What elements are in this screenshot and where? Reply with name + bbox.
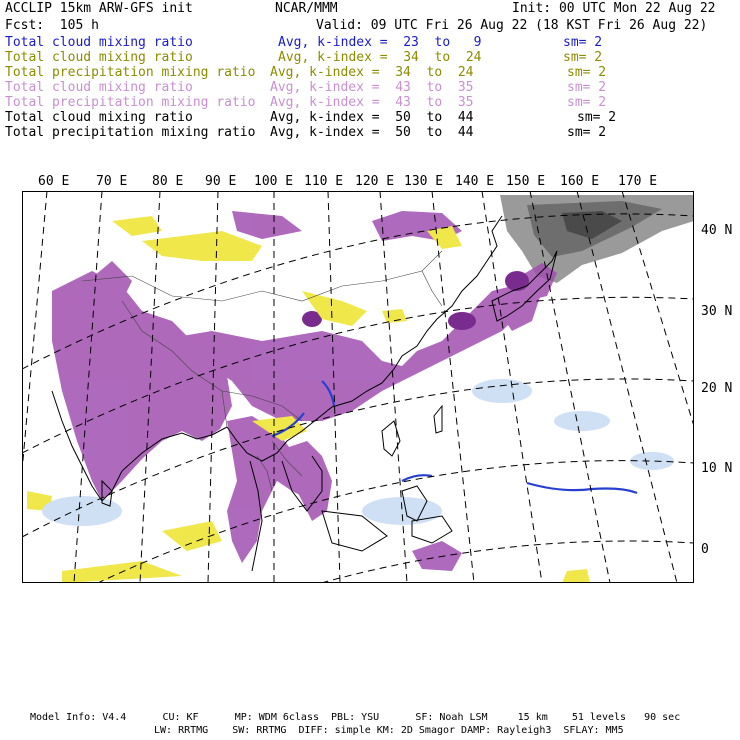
field-k-index-range: Avg, k-index = 34 to 24 — [270, 65, 474, 80]
lon-label-130e: 130 E — [404, 174, 444, 189]
field-k-index-range: Avg, k-index = 23 to 9 — [278, 35, 482, 50]
field-smoothing: sm= 2 — [563, 50, 603, 65]
field-smoothing: sm= 2 — [567, 80, 607, 95]
field-name: Total precipitation mixing ratio — [5, 125, 256, 140]
lon-label-160e: 160 E — [560, 174, 600, 189]
init-time: Init: 00 UTC Mon 22 Aug 22 — [512, 1, 716, 16]
lat-label-30n: 30 N — [701, 304, 733, 319]
physics-info: LW: RRTMG SW: RRTMG DIFF: simple KM: 2D Smagor DAMP: Rayleigh3 SFLAY: MM5 — [154, 725, 624, 736]
field-smoothing: sm= 2 — [567, 65, 607, 80]
lon-label-80e: 80 E — [152, 174, 184, 189]
lon-label-60e: 60 E — [38, 174, 70, 189]
field-name: Total precipitation mixing ratio — [5, 65, 256, 80]
valid-time: Valid: 09 UTC Fri 26 Aug 22 (18 KST Fri 26 Aug 22) — [316, 18, 708, 33]
field-k-index-range: Avg, k-index = 43 to 35 — [270, 95, 474, 110]
field-smoothing: sm= 2 — [563, 35, 603, 50]
field-smoothing: sm= 2 — [577, 110, 617, 125]
field-smoothing: sm= 2 — [567, 95, 607, 110]
lat-label-20n: 20 N — [701, 381, 733, 396]
lat-label-40n: 40 N — [701, 223, 733, 238]
model-info: Model Info: V4.4 CU: KF MP: WDM 6class PBL: YSU SF: Noah LSM 15 km 51 levels 90 sec — [30, 712, 681, 723]
map-panel — [22, 191, 694, 583]
lon-label-170e: 170 E — [618, 174, 658, 189]
field-smoothing: sm= 2 — [567, 125, 607, 140]
lon-label-110e: 110 E — [304, 174, 344, 189]
lon-label-90e: 90 E — [205, 174, 237, 189]
field-name: Total cloud mixing ratio — [5, 50, 193, 65]
field-name: Total cloud mixing ratio — [5, 110, 193, 125]
field-k-index-range: Avg, k-index = 50 to 44 — [270, 110, 474, 125]
field-k-index-range: Avg, k-index = 43 to 35 — [270, 80, 474, 95]
field-k-index-range: Avg, k-index = 34 to 24 — [278, 50, 482, 65]
field-k-index-range: Avg, k-index = 50 to 44 — [270, 125, 474, 140]
lon-label-70e: 70 E — [96, 174, 128, 189]
forecast-hour: Fcst: 105 h — [5, 18, 99, 33]
field-name: Total cloud mixing ratio — [5, 35, 193, 50]
field-name: Total cloud mixing ratio — [5, 80, 193, 95]
lat-label-10n: 10 N — [701, 461, 733, 476]
lon-label-100e: 100 E — [254, 174, 294, 189]
lon-label-120e: 120 E — [355, 174, 395, 189]
center-label: NCAR/MMM — [275, 1, 338, 16]
field-name: Total precipitation mixing ratio — [5, 95, 256, 110]
model-title: ACCLIP 15km ARW-GFS init — [5, 1, 193, 16]
lon-label-150e: 150 E — [506, 174, 546, 189]
lat-label-0: 0 — [701, 542, 709, 557]
lon-label-140e: 140 E — [455, 174, 495, 189]
